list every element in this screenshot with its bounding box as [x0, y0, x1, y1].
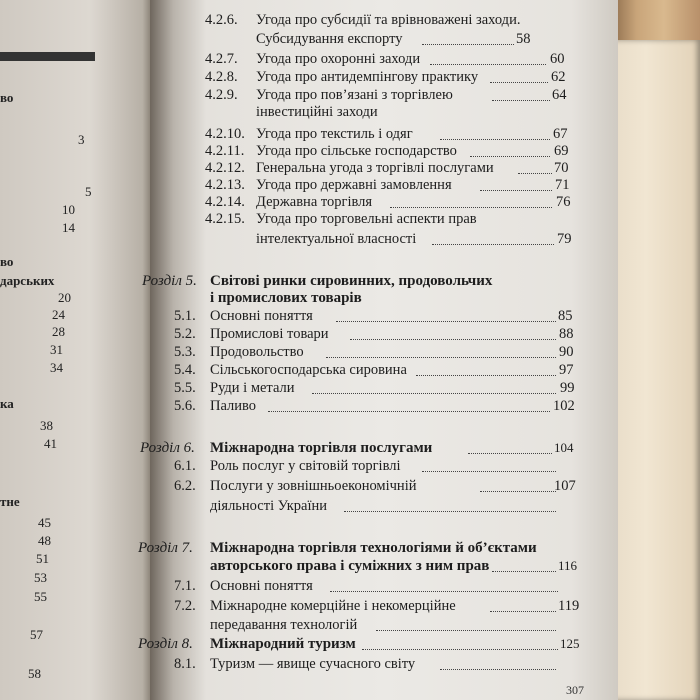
left-page-number: 10 — [62, 202, 75, 217]
left-page-number: 34 — [50, 360, 63, 375]
toc-entry: 4.2.7. Угода про охоронні заходи 60 — [205, 51, 565, 67]
toc-entry: передавання технологій — [150, 617, 618, 639]
left-page-number: 55 — [34, 589, 47, 604]
toc-section: Розділ 7. Міжнародна торгівля технологіями й об’єктами — [138, 540, 537, 556]
toc-section: авторського права і суміжних з ним прав 116 — [210, 558, 578, 574]
toc-section: Розділ 5. Світові ринки сировинних, продовольчих — [142, 273, 493, 289]
toc-entry: Субсидування експорту 58 — [256, 31, 531, 47]
adjacent-book-edge — [610, 40, 700, 700]
toc-entry: 6.2. Послуги у зовнішньоекономічній 107 — [174, 478, 576, 494]
left-fragment: ка — [0, 396, 14, 411]
left-page-number: 14 — [62, 220, 75, 235]
toc-section: Розділ 8. Міжнародний туризм 125 — [138, 636, 580, 652]
left-page-number: 28 — [52, 324, 65, 339]
toc-entry: 5.6. Паливо 102 — [174, 398, 575, 414]
left-page-number: 51 — [36, 551, 49, 566]
left-page-number: 41 — [44, 436, 57, 451]
toc-entry: інтелектуальної власності 79 — [256, 231, 572, 247]
toc-entry: 7.1. Основні поняття — [150, 578, 618, 600]
left-fragment: во — [0, 90, 14, 105]
left-fragment: тне — [0, 494, 20, 509]
toc-entry: 4.2.6. Угода про субсидії та врівноважені заходи. — [205, 12, 521, 28]
left-page-number: 5 — [85, 184, 92, 199]
left-page-number: 31 — [50, 342, 63, 357]
toc-entry: 4.2.13. Угода про державні замовлення 71 — [205, 177, 570, 193]
toc-entry: 4.2.14. Державна торгівля 76 — [205, 194, 571, 210]
toc-entry: 5.4. Сільськогосподарська сировина 97 — [174, 362, 574, 378]
toc-entry: діяльності України — [150, 498, 618, 520]
left-page-number: 57 — [30, 627, 43, 642]
header-rule — [0, 52, 95, 61]
right-page — [138, 0, 618, 700]
toc-entry: інвестиційні заходи — [256, 104, 378, 120]
toc-entry: 7.2. Міжнародне комерційне і некомерційне 119 — [174, 598, 580, 614]
left-page-number: 53 — [34, 570, 47, 585]
toc-entry: 4.2.8. Угода про антидемпінгову практику 62 — [205, 69, 566, 85]
left-page-number: 58 — [28, 666, 41, 681]
toc-entry: 6.1. Роль послуг у світовій торгівлі — [150, 458, 618, 480]
toc-entry: 5.5. Руди і метали 99 — [174, 380, 575, 396]
left-fragment: дарських — [0, 273, 55, 288]
left-page-number: 3 — [78, 132, 85, 147]
toc-section: і промислових товарів — [210, 290, 362, 306]
left-page-number: 45 — [38, 515, 51, 530]
toc-section: Розділ 6. Міжнародна торгівля послугами 104 — [140, 440, 574, 456]
toc-entry: 5.3. Продовольство 90 — [174, 344, 574, 360]
toc-entry: 4.2.11. Угода про сільське господарство 69 — [205, 143, 569, 159]
left-page-number: 48 — [38, 533, 51, 548]
toc-entry: 4.2.12. Генеральна угода з торгівлі послугами 70 — [205, 160, 569, 176]
toc-entry: 4.2.10. Угода про текстиль і одяг 67 — [205, 126, 568, 142]
left-page — [0, 0, 150, 700]
toc-entry: 4.2.9. Угода про пов’язані з торгівлею 64 — [205, 87, 567, 103]
left-page-number: 24 — [52, 307, 65, 322]
toc-entry: 5.1. Основні поняття 85 — [174, 308, 573, 324]
toc-entry: 4.2.15. Угода про торговельні аспекти прав — [205, 211, 477, 227]
left-fragment: во — [0, 254, 14, 269]
left-page-number: 38 — [40, 418, 53, 433]
toc-entry: 8.1. Туризм — явище сучасного світу — [150, 656, 618, 678]
left-page-number: 20 — [58, 290, 71, 305]
page-number: 307 — [566, 683, 584, 697]
toc-entry: 5.2. Промислові товари 88 — [174, 326, 574, 342]
